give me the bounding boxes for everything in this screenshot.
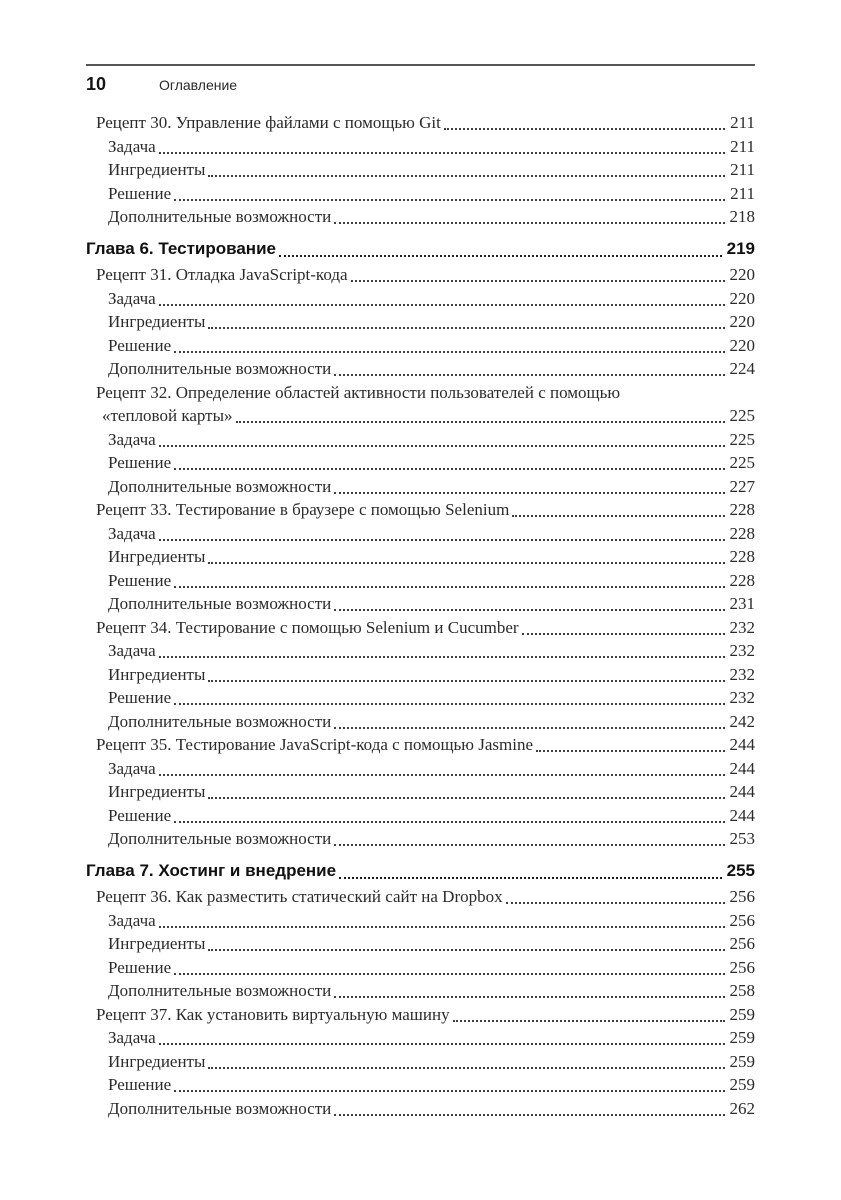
toc-page-number: 225	[729, 406, 755, 425]
dotted-leader	[208, 1067, 724, 1069]
toc-label: Рецепт 34. Тестирование с помощью Selenium и Cucumber	[96, 617, 519, 637]
toc-page-number: 220	[729, 288, 755, 308]
dotted-leader	[522, 633, 725, 635]
toc-row	[86, 806, 755, 830]
toc-row	[86, 430, 755, 454]
toc-label: Решение	[108, 1075, 172, 1094]
dotted-leader	[351, 280, 725, 282]
dotted-leader	[174, 821, 724, 823]
toc-label: «тепловой карты»	[102, 406, 233, 425]
toc-page-number: 211	[730, 113, 755, 132]
toc-row	[86, 265, 755, 289]
toc-page-number: 225	[729, 429, 755, 449]
toc-row	[86, 113, 755, 137]
dotted-leader	[174, 468, 724, 470]
toc-label: Дополнительные возможности	[108, 594, 332, 613]
toc-label: Ингредиенты	[108, 312, 206, 331]
toc-label: Рецепт 30. Управление файлами с помощью Git	[96, 113, 441, 132]
toc-label: Задача	[108, 910, 156, 930]
dotted-leader	[279, 255, 722, 257]
dotted-leader	[236, 421, 725, 423]
toc-row	[86, 137, 755, 161]
toc-row	[86, 312, 755, 336]
dotted-leader	[208, 680, 724, 682]
toc-row	[86, 861, 755, 885]
toc-row	[86, 289, 755, 313]
toc-row	[86, 688, 755, 712]
toc-label: Задача	[108, 429, 156, 449]
toc-page-number: 218	[729, 207, 755, 226]
dotted-leader	[174, 351, 724, 353]
toc-label: Ингредиенты	[108, 934, 206, 953]
toc-label: Решение	[108, 957, 172, 977]
toc-page-number: 232	[729, 664, 755, 684]
toc-row	[86, 1028, 755, 1052]
toc-row	[86, 911, 755, 935]
dotted-leader	[174, 1090, 724, 1092]
toc-page-number: 244	[729, 735, 755, 754]
toc-row	[86, 829, 755, 853]
toc-page-number: 228	[729, 500, 755, 519]
toc-label: Задача	[108, 758, 156, 778]
dotted-leader	[334, 727, 724, 729]
toc-page-number: 259	[729, 1051, 755, 1071]
dotted-leader	[208, 327, 724, 329]
toc-label: Задача	[108, 641, 156, 660]
toc-page-number: 259	[729, 1004, 755, 1024]
dotted-leader	[159, 774, 725, 776]
dotted-leader	[159, 445, 725, 447]
toc-row	[86, 160, 755, 184]
toc-label: Дополнительные возможности	[108, 476, 332, 496]
dotted-leader	[512, 515, 724, 517]
dotted-leader	[536, 750, 724, 752]
toc-page-number: 225	[729, 453, 755, 472]
header-rule	[86, 64, 755, 66]
toc-row	[86, 406, 755, 430]
toc-page-number: 211	[730, 136, 755, 156]
dotted-leader	[334, 492, 724, 494]
toc-row	[86, 239, 755, 263]
toc-page-number: 255	[726, 860, 755, 880]
toc-label: Рецепт 31. Отладка JavaScript-кода	[96, 265, 348, 284]
toc-row	[86, 524, 755, 548]
toc-label: Глава 7. Хостинг и внедрение	[86, 860, 337, 880]
dotted-leader	[174, 973, 724, 975]
toc-row	[86, 477, 755, 501]
dotted-leader	[174, 199, 725, 201]
toc-page-number: 232	[729, 641, 755, 660]
toc-page-number: 259	[729, 1028, 755, 1047]
toc-page-number: 220	[729, 265, 755, 284]
toc-row	[86, 453, 755, 477]
toc-row	[86, 958, 755, 982]
toc-label: Решение	[108, 453, 172, 472]
toc-row	[86, 207, 755, 231]
toc-list	[86, 113, 755, 1122]
dotted-leader	[334, 996, 724, 998]
toc-label: Дополнительные возможности	[108, 829, 332, 848]
toc-row	[86, 782, 755, 806]
toc-page-number: 256	[729, 934, 755, 953]
dotted-leader	[159, 539, 725, 541]
toc-page-number: 211	[730, 160, 755, 179]
toc-label: Дополнительные возможности	[108, 981, 332, 1000]
toc-label: Задача	[108, 1028, 156, 1047]
toc-row	[86, 359, 755, 383]
toc-label: Ингредиенты	[108, 547, 206, 566]
toc-page-number: 228	[729, 570, 755, 590]
toc-label: Решение	[108, 570, 172, 590]
dotted-leader	[159, 1043, 725, 1045]
toc-row	[86, 547, 755, 571]
toc-page-number: 256	[729, 887, 755, 906]
toc-row	[86, 981, 755, 1005]
toc-row	[86, 1099, 755, 1123]
dotted-leader	[159, 656, 725, 658]
toc-row	[86, 1005, 755, 1029]
toc-row	[86, 184, 755, 208]
toc-page-number: 211	[730, 183, 755, 203]
toc-page-number: 262	[729, 1098, 755, 1118]
toc-label: Ингредиенты	[108, 782, 206, 801]
dotted-leader	[159, 152, 725, 154]
toc-page-number: 232	[729, 688, 755, 707]
toc-label: Глава 6. Тестирование	[86, 238, 276, 258]
toc-row	[86, 759, 755, 783]
toc-page-number: 256	[729, 957, 755, 977]
dotted-leader	[334, 844, 724, 846]
dotted-leader	[208, 175, 725, 177]
toc-page-number: 258	[729, 981, 755, 1000]
toc-page-number: 232	[729, 617, 755, 637]
dotted-leader	[334, 609, 724, 611]
toc-page-number: 242	[729, 711, 755, 731]
toc-page-number: 244	[729, 782, 755, 801]
toc-page-number: 228	[729, 547, 755, 566]
toc-row	[86, 887, 755, 911]
toc-page-number: 244	[729, 758, 755, 778]
toc-page-number: 244	[729, 805, 755, 825]
toc-row	[86, 336, 755, 360]
toc-row	[86, 500, 755, 524]
toc-label: Дополнительные возможности	[108, 711, 332, 731]
toc-page-number: 224	[729, 359, 755, 378]
toc-row	[86, 641, 755, 665]
toc-page-number: 220	[729, 312, 755, 331]
toc-label: Решение	[108, 805, 172, 825]
toc-page-number: 259	[729, 1075, 755, 1094]
toc-label: Дополнительные возможности	[108, 1098, 332, 1118]
toc-label: Решение	[108, 688, 172, 707]
toc-label: Задача	[108, 288, 156, 308]
toc-row	[86, 712, 755, 736]
page-header	[86, 74, 237, 95]
toc-row	[86, 594, 755, 618]
toc-page-number: 219	[726, 238, 755, 258]
toc-label: Рецепт 37. Как установить виртуальную машину	[96, 1004, 450, 1024]
toc-row	[86, 735, 755, 759]
dotted-leader	[334, 222, 724, 224]
toc-page-number: 253	[729, 829, 755, 848]
toc-label: Ингредиенты	[108, 160, 206, 179]
toc-row	[86, 934, 755, 958]
toc-label: Дополнительные возможности	[108, 359, 332, 378]
toc-label: Решение	[108, 335, 172, 355]
toc-label: Задача	[108, 136, 156, 156]
toc-row	[86, 571, 755, 595]
toc-label: Рецепт 35. Тестирование JavaScript-кода с помощью Jasmine	[96, 735, 534, 754]
dotted-leader	[208, 797, 724, 799]
toc-page-number: 256	[729, 910, 755, 930]
page-number: 10	[86, 74, 107, 94]
toc-label: Рецепт 33. Тестирование в браузере с помощью Selenium	[96, 500, 510, 519]
dotted-leader	[174, 703, 724, 705]
toc-row	[86, 665, 755, 689]
dotted-leader	[334, 374, 724, 376]
toc-row	[86, 383, 755, 407]
dotted-leader	[506, 902, 725, 904]
toc-page-number: 227	[729, 476, 755, 496]
toc-label: Задача	[108, 523, 156, 543]
toc-row	[86, 1075, 755, 1099]
dotted-leader	[453, 1020, 725, 1022]
toc-row	[86, 1052, 755, 1076]
dotted-leader	[208, 562, 724, 564]
toc-label: Ингредиенты	[108, 1051, 206, 1071]
dotted-leader	[159, 926, 725, 928]
dotted-leader	[159, 304, 725, 306]
dotted-leader	[174, 586, 724, 588]
toc-page-number: 228	[729, 523, 755, 543]
toc-page-number: 231	[729, 594, 755, 613]
dotted-leader	[334, 1114, 724, 1116]
toc-page-number: 220	[729, 335, 755, 355]
toc-label: Рецепт 32. Определение областей активности пользователей с помощью	[96, 382, 621, 402]
toc-label: Рецепт 36. Как разместить статический сайт на Dropbox	[96, 887, 503, 906]
running-header-title: Оглавление	[159, 77, 238, 93]
toc-label: Ингредиенты	[108, 664, 206, 684]
dotted-leader	[208, 949, 724, 951]
toc-row	[86, 618, 755, 642]
dotted-leader	[339, 877, 722, 879]
dotted-leader	[444, 128, 725, 130]
toc-label: Дополнительные возможности	[108, 207, 332, 226]
toc-label: Решение	[108, 183, 172, 203]
